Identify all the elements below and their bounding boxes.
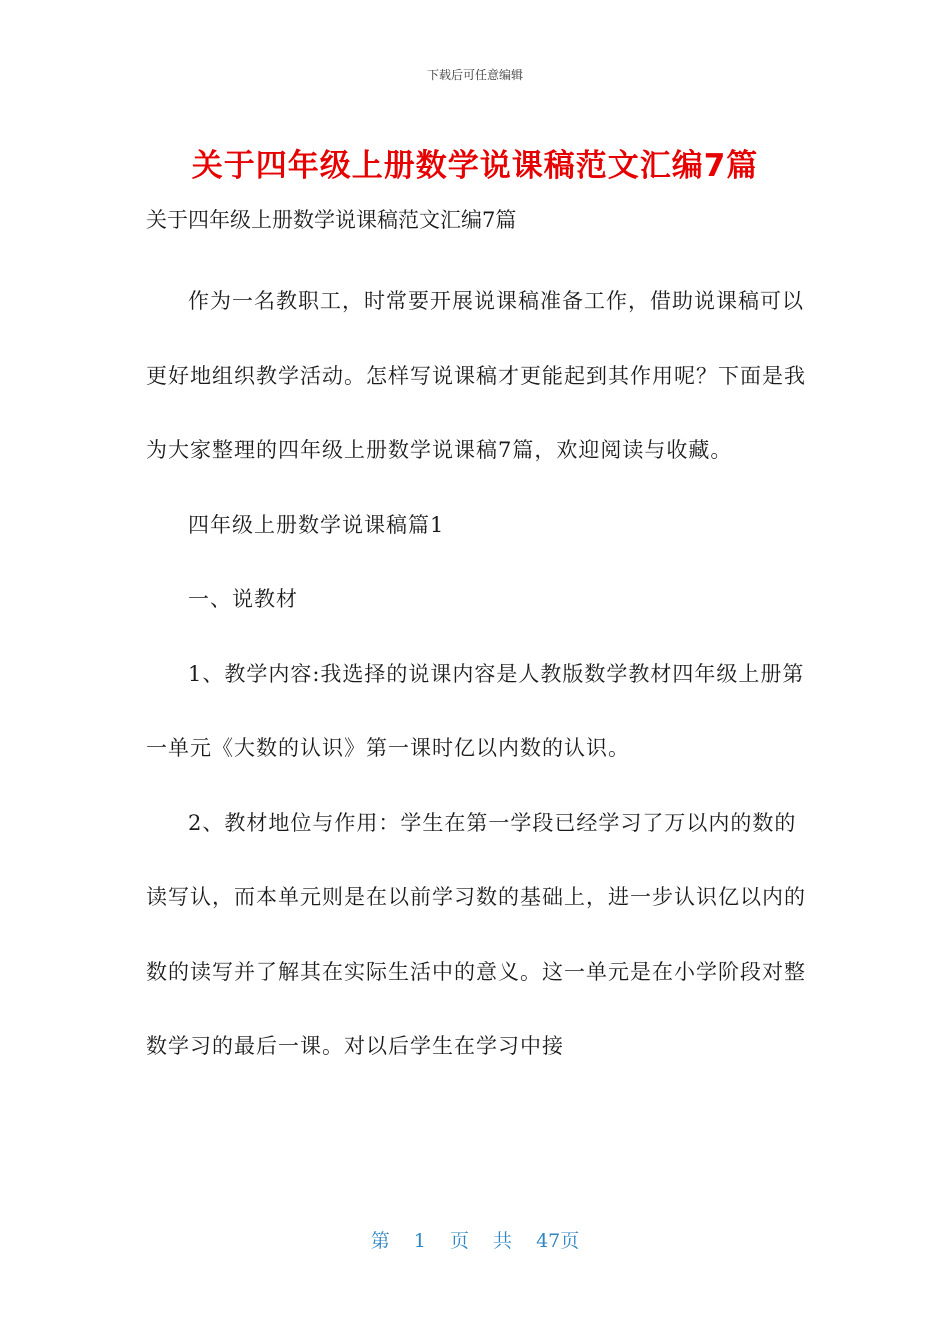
document-subtitle: 关于四年级上册数学说课稿范文汇编7篇	[146, 208, 517, 232]
document-body	[146, 264, 806, 1084]
subsection-heading: 一、说教材	[188, 587, 298, 611]
footer-total-word: 共	[493, 1230, 513, 1252]
section-heading: 四年级上册数学说课稿篇1	[188, 512, 445, 537]
content-paragraph: 2、教材地位与作用：学生在第一学段已经学习了万以内的数的读写认，而本单元则是在以前学习数的基础上，进一步认识亿以内的数的读写并了解其在实际生活中的意义。这一单元是在小学阶段对整数学习的最后一课。对以后学生在学习中接	[146, 810, 806, 1058]
intro-paragraph: 作为一名教职工，时常要开展说课稿准备工作，借助说课稿可以更好地组织教学活动。怎样写说课稿才更能起到其作用呢？下面是我为大家整理的四年级上册数学说课稿7篇，欢迎阅读与收藏。	[146, 289, 806, 462]
document-title: 关于四年级上册数学说课稿范文汇编7篇	[191, 148, 759, 184]
footer-prefix: 第	[370, 1230, 390, 1252]
footer-total-pages: 47页	[536, 1230, 580, 1252]
page-footer	[0, 1226, 950, 1253]
footer-page-word: 页	[449, 1230, 469, 1252]
footer-current-page: 1	[413, 1230, 426, 1252]
content-paragraph: 1、教学内容:我选择的说课内容是人教版数学教材四年级上册第一单元《大数的认识》第一课时亿以内数的认识。	[146, 661, 805, 760]
header-note: 下载后可任意编辑	[426, 68, 523, 82]
